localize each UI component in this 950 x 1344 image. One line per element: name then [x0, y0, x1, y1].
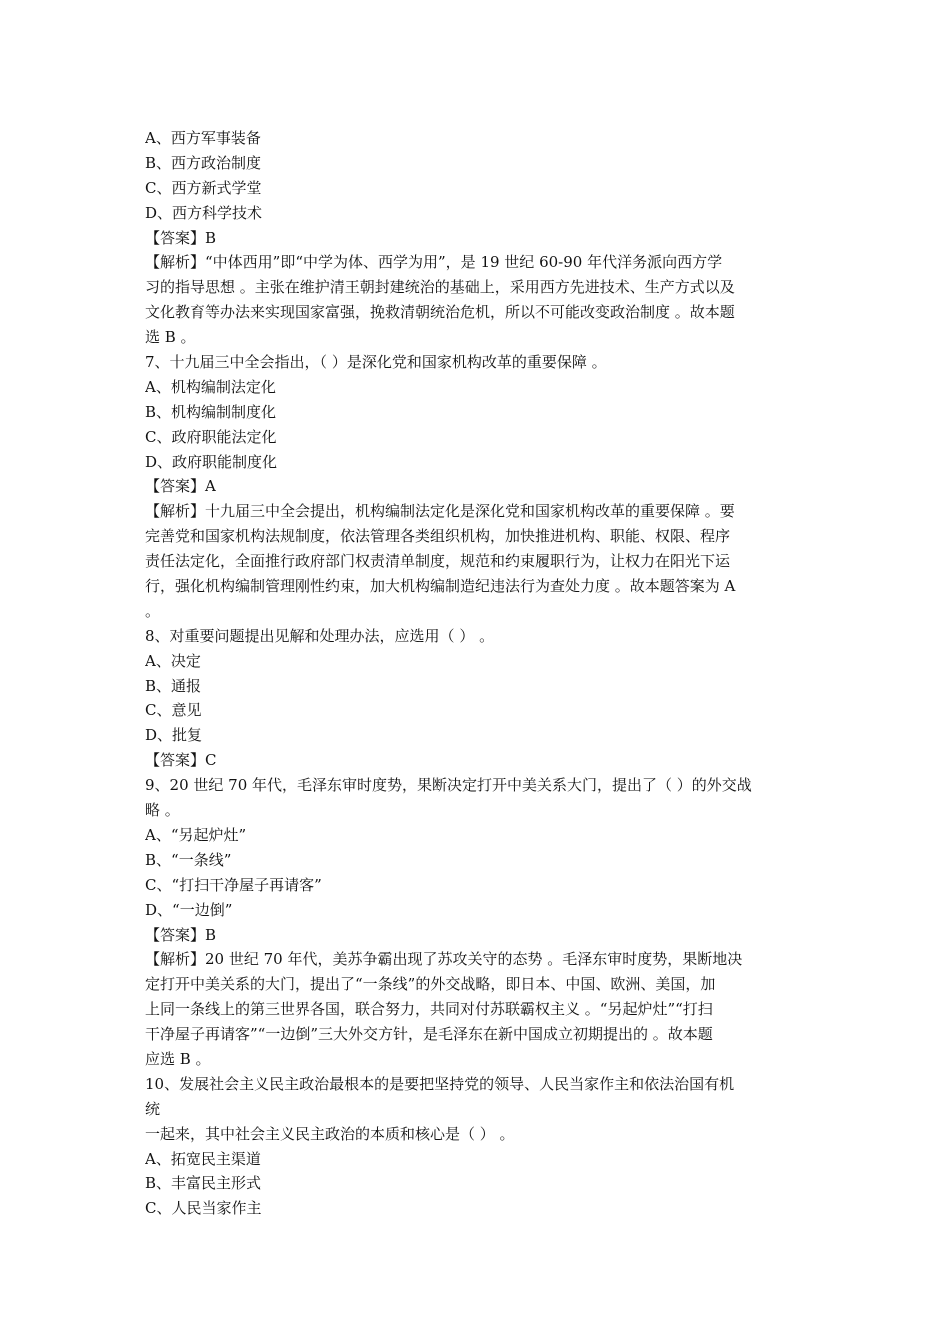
option-b: B、西方政治制度	[145, 153, 262, 172]
option-b: B、丰富民主形式	[145, 1174, 262, 1193]
answer-line: 【答案】A	[145, 477, 216, 496]
analysis-line: 【解析】十九届三中全会提出，机构编制法定化是深化党和国家机构改革的重要保障 。要	[145, 502, 735, 521]
question-9-cont: 略 。	[145, 801, 180, 820]
answer-line: 【答案】B	[145, 925, 217, 944]
analysis-line: 。	[145, 601, 161, 620]
analysis-line: 责任法定化，全面推行政府部门权责清单制度，规范和约束履职行为，让权力在阳光下运	[145, 552, 731, 571]
analysis-line: 定打开中美关系的大门，提出了“一条线”的外交战略，即日本、中国、欧洲、美国，加	[145, 975, 716, 994]
document-page	[145, 126, 810, 1221]
option-c: C、政府职能法定化	[145, 427, 277, 446]
question-10-cont: 一起来，其中社会主义民主政治的本质和核心是（ ） 。	[145, 1124, 515, 1143]
option-c: C、“打扫干净屋子再请客”	[145, 875, 322, 894]
analysis-line: 选 B 。	[145, 328, 196, 347]
analysis-line: 【解析】20 世纪 70 年代，美苏争霸出现了苏攻关守的态势 。毛泽东审时度势，果断地决	[145, 950, 743, 969]
option-d: D、“一边倒”	[145, 900, 233, 919]
analysis-line: 应选 B 。	[145, 1049, 211, 1068]
option-c: C、意见	[145, 701, 202, 720]
option-c: C、人民当家作主	[145, 1199, 262, 1218]
question-10: 10、发展社会主义民主政治最根本的是要把坚持党的领导、人民当家作主和依法治国有机	[145, 1074, 735, 1093]
analysis-line: 习的指导思想 。主张在维护清王朝封建统治的基础上，采用西方先进技术、生产方式以及	[145, 278, 735, 297]
option-a: A、拓宽民主渠道	[145, 1149, 261, 1168]
option-b: B、“一条线”	[145, 850, 232, 869]
option-a: A、机构编制法定化	[145, 377, 276, 396]
analysis-line: 完善党和国家机构法规制度，依法管理各类组织机构，加快推进机构、职能、权限、程序	[145, 527, 731, 546]
question-7: 7、十九届三中全会指出，（ ）是深化党和国家机构改革的重要保障 。	[145, 353, 607, 372]
option-a: A、西方军事装备	[145, 129, 261, 147]
analysis-line: 文化教育等办法来实现国家富强，挽救清朝统治危机，所以不可能改变政治制度 。故本题	[145, 303, 735, 322]
option-d: D、西方科学技术	[145, 203, 263, 222]
analysis-line: 干净屋子再请客”“一边倒”三大外交方针，是毛泽东在新中国成立初期提出的 。故本题	[145, 1025, 713, 1044]
option-a: A、“另起炉灶”	[145, 825, 247, 844]
option-d: D、政府职能制度化	[145, 452, 278, 471]
analysis-line: 【解析】“中体西用”即“中学为体、西学为用”，是 19 世纪 60-90 年代洋务派向西方学	[145, 253, 723, 272]
question-8: 8、对重要问题提出见解和处理办法，应选用（ ） 。	[145, 626, 495, 645]
option-d: D、批复	[145, 726, 203, 745]
option-c: C、西方新式学堂	[145, 178, 262, 197]
analysis-line: 上同一条线上的第三世界各国，联合努力，共同对付苏联霸权主义 。“另起炉灶”“打扫	[145, 1000, 713, 1019]
option-a: A、决定	[145, 651, 201, 670]
answer-line: 【答案】B	[145, 228, 217, 247]
option-b: B、机构编制制度化	[145, 402, 277, 421]
answer-line: 【答案】C	[145, 751, 217, 770]
analysis-line: 行，强化机构编制管理刚性约束，加大机构编制造纪违法行为查处力度 。故本题答案为 A	[145, 577, 736, 596]
question-9: 9、20 世纪 70 年代，毛泽东审时度势，果断决定打开中美关系大门，提出了（ ）的外交战	[145, 776, 752, 795]
option-b: B、通报	[145, 676, 202, 695]
question-10-cont: 统	[145, 1099, 161, 1118]
